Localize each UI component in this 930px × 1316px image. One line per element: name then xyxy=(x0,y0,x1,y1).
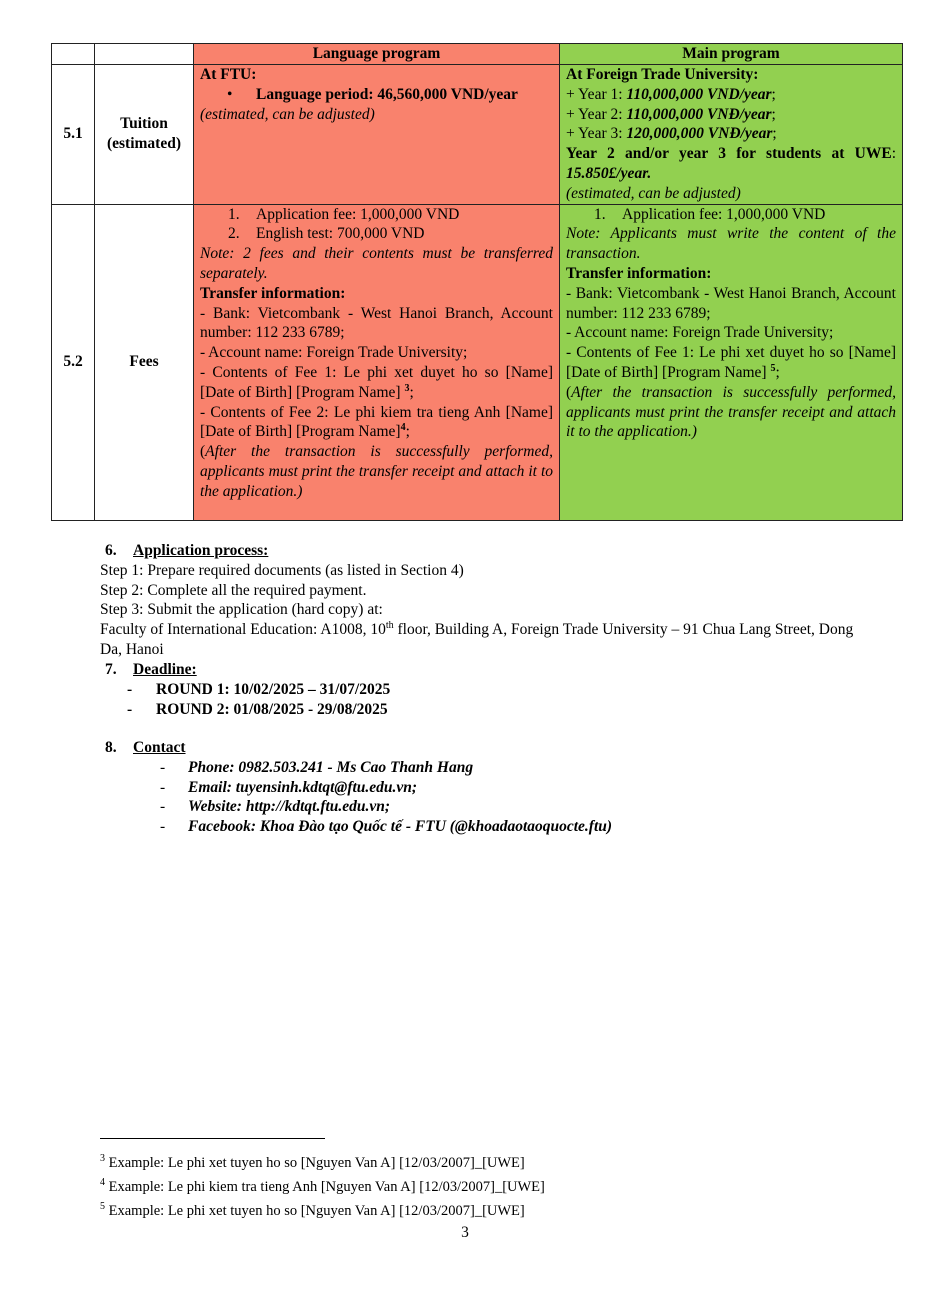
fee-content-text: - Contents of Fee 1: Le phi xet duyet ho so [Name] [Date of Birth] [Program Name] xyxy=(566,344,896,381)
after-note-text: After the transaction is successfully performed, applicants must print the transfer receipt and attach it to the application.) xyxy=(566,383,896,441)
punct: ; xyxy=(775,363,780,381)
contact-section xyxy=(100,738,860,837)
fee-content-text: - Contents of Fee 1: Le phi xet duyet ho so [Name] [Date of Birth] [Program Name] xyxy=(200,363,553,401)
main-fee1-content xyxy=(566,343,896,383)
dash-marker: - xyxy=(160,798,166,816)
footnote-text: Example: Le phi xet tuyen ho so [Nguyen Van A] [12/03/2007]_[UWE] xyxy=(105,1203,525,1219)
dash-marker: - xyxy=(160,778,166,796)
footnote-ref: 5 xyxy=(770,362,776,374)
section-title: Deadline: xyxy=(133,661,197,678)
contact-facebook xyxy=(100,817,860,837)
section-title: Contact xyxy=(133,739,186,756)
submission-address xyxy=(100,620,860,660)
footnote-ref: 4 xyxy=(400,422,406,434)
main-tuition-note: (estimated, can be adjusted) xyxy=(566,184,741,202)
footnote-number: 5 xyxy=(100,1201,105,1213)
contact-text: Facebook: Khoa Đào tạo Quốc tế - FTU (@khoadaotaoquocte.ftu) xyxy=(188,818,613,836)
year-amount: 120,000,000 VNĐ/year xyxy=(626,125,773,143)
main-tuition-year3 xyxy=(566,124,896,144)
punct: ( xyxy=(200,443,206,461)
lang-after-note xyxy=(200,442,553,501)
row-number: 5.2 xyxy=(52,204,95,520)
punct: ; xyxy=(771,85,776,103)
fees-table xyxy=(51,43,903,521)
contact-phone xyxy=(100,758,860,778)
row-label-line: Tuition xyxy=(120,115,168,133)
footnote-number: 3 xyxy=(100,1153,105,1165)
lang-fees-note: Note: 2 fees and their contents must be transferred separately. xyxy=(200,245,553,282)
main-fee-item xyxy=(566,205,896,225)
uwe-amount: 15.850£/year. xyxy=(566,164,652,182)
header-empty-cell xyxy=(95,44,194,65)
main-tuition-uwe xyxy=(566,144,896,184)
page-number: 3 xyxy=(461,1224,469,1241)
item-text: Application fee: 1,000,000 VND xyxy=(256,205,460,223)
deadline-round-1 xyxy=(100,680,860,700)
round-text: ROUND 1: 10/02/2025 – 31/07/2025 xyxy=(156,680,391,698)
contact-website xyxy=(100,797,860,817)
footnote-ref: 3 xyxy=(404,382,410,394)
footnote-4 xyxy=(100,1178,545,1198)
punct: : xyxy=(891,145,896,163)
item-number: 1. xyxy=(594,205,606,223)
punct: ( xyxy=(566,383,572,401)
main-fees-cell xyxy=(560,204,903,520)
footnote-text: Example: Le phi xet tuyen ho so [Nguyen Van A] [12/03/2007]_[UWE] xyxy=(105,1155,525,1171)
footnote-3 xyxy=(100,1154,525,1174)
uwe-label: Year 2 and/or year 3 for students at UWE xyxy=(566,145,892,163)
after-note-text: After the transaction is successfully performed, applicants must print the transfer receipt and attach it to the application.) xyxy=(200,443,553,500)
dash-marker: - xyxy=(127,700,133,718)
year-label: + Year 1: xyxy=(566,85,627,103)
lang-account-name: - Account name: Foreign Trade University; xyxy=(200,344,468,362)
footnote-text: Example: Le phi kiem tra tieng Anh [Nguyen Van A] [12/03/2007]_[UWE] xyxy=(105,1179,545,1195)
lang-tuition-note: (estimated, can be adjusted) xyxy=(200,105,375,123)
table-row-tuition xyxy=(52,65,903,205)
table-row-fees xyxy=(52,204,903,520)
main-tuition-cell xyxy=(560,65,903,205)
ordinal-suffix: th xyxy=(385,620,394,632)
process-step-2: Step 2: Complete all the required payment. xyxy=(100,581,367,599)
main-after-note xyxy=(566,383,896,442)
dash-marker: - xyxy=(127,680,133,698)
lang-fee-item xyxy=(200,205,553,225)
year-amount: 110,000,000 VND/year xyxy=(626,85,772,103)
application-process-section xyxy=(100,541,860,660)
header-language-program: Language program xyxy=(194,44,560,65)
item-number: 2. xyxy=(228,225,240,243)
header-main-program: Main program xyxy=(560,44,903,65)
footnote-number: 4 xyxy=(100,1177,105,1189)
dash-marker: - xyxy=(160,818,166,836)
row-number: 5.1 xyxy=(52,65,95,205)
main-bank-info: - Bank: Vietcombank - West Hanoi Branch, Account number: 112 233 6789; xyxy=(566,284,896,322)
contact-email xyxy=(100,778,860,798)
deadline-round-2 xyxy=(100,700,860,720)
contact-text: Website: http://kdtqt.ftu.edu.vn; xyxy=(188,798,391,816)
item-text: Application fee: 1,000,000 VND xyxy=(622,205,826,223)
contact-text: Phone: 0982.503.241 - Ms Cao Thanh Hang xyxy=(188,758,474,776)
main-account-name: - Account name: Foreign Trade University; xyxy=(566,324,834,342)
year-amount: 110,000,000 VNĐ/year xyxy=(626,105,772,123)
row-label-line: (estimated) xyxy=(106,135,182,153)
year-label: + Year 2: xyxy=(566,105,627,123)
lang-tuition-cell xyxy=(194,65,560,205)
lang-tuition-location: At FTU: xyxy=(200,66,257,83)
year-label: + Year 3: xyxy=(566,125,627,143)
lang-fee2-content xyxy=(200,403,553,443)
main-tuition-location: At Foreign Trade University: xyxy=(566,66,759,83)
header-empty-cell xyxy=(52,44,95,65)
punct: ; xyxy=(772,125,777,143)
section-title: Application process: xyxy=(133,542,269,559)
item-text: English test: 700,000 VND xyxy=(256,225,425,243)
lang-bank-info: - Bank: Vietcombank - West Hanoi Branch, Account number: 112 233 6789; xyxy=(200,304,553,342)
footnote-5 xyxy=(100,1202,525,1222)
section-heading xyxy=(100,660,860,680)
lang-transfer-heading: Transfer information: xyxy=(200,284,346,302)
address-text: Faculty of International Education: A1008, 10 xyxy=(100,621,386,639)
main-transfer-heading: Transfer information: xyxy=(566,264,712,282)
row-label-fees: Fees xyxy=(95,204,194,520)
section-number: 8. xyxy=(105,739,117,756)
main-fees-note: Note: Applicants must write the content of the transaction. xyxy=(566,225,896,263)
table-header-row xyxy=(52,44,903,65)
fee-content-text: - Contents of Fee 2: Le phi kiem tra tieng Anh [Name] [Date of Birth] [Program Name] xyxy=(200,403,553,441)
address-text: floor, Building A, Foreign Trade University – 91 Chua Lang Street, Dong Da, Hanoi xyxy=(100,621,854,658)
punct: ; xyxy=(771,105,776,123)
dash-marker: - xyxy=(160,758,166,776)
deadline-section xyxy=(100,660,860,719)
process-step-1: Step 1: Prepare required documents (as listed in Section 4) xyxy=(100,561,464,579)
lang-tuition-bullet xyxy=(200,85,553,105)
item-number: 1. xyxy=(228,205,240,223)
round-text: ROUND 2: 01/08/2025 - 29/08/2025 xyxy=(156,700,388,718)
section-heading xyxy=(100,738,860,758)
footnote-divider xyxy=(100,1138,325,1139)
lang-fee-item xyxy=(200,224,553,244)
section-heading xyxy=(100,541,860,561)
process-step-3: Step 3: Submit the application (hard copy) at: xyxy=(100,601,383,619)
contact-text: Email: tuyensinh.kdtqt@ftu.edu.vn; xyxy=(188,778,418,796)
section-number: 6. xyxy=(105,542,117,559)
punct: ; xyxy=(405,423,410,441)
punct: ; xyxy=(409,383,414,401)
row-label-tuition xyxy=(95,65,194,205)
lang-fee1-content xyxy=(200,363,553,403)
bullet-dot: • xyxy=(227,85,233,103)
lang-fees-cell xyxy=(194,204,560,520)
main-tuition-year1 xyxy=(566,85,896,105)
lang-tuition-amount: Language period: 46,560,000 VND/year xyxy=(256,85,518,103)
main-tuition-year2 xyxy=(566,105,896,125)
section-number: 7. xyxy=(105,661,117,678)
